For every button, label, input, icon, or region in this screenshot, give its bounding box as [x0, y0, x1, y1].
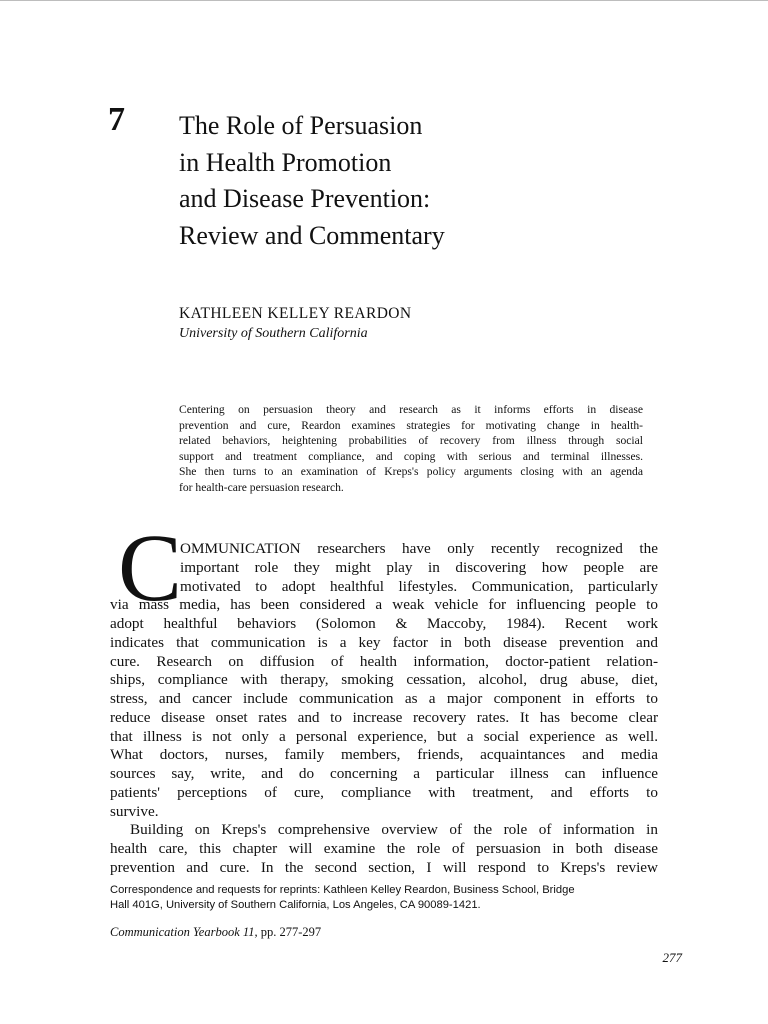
- body-line: OMMUNICATION researchers have only recently recognized the: [180, 540, 658, 557]
- body-line: Building on Kreps's comprehensive overview of the role of information in: [130, 821, 658, 839]
- journal-citation: [110, 924, 321, 940]
- chapter-title: [179, 108, 599, 254]
- chapter-title-line: and Disease Prevention:: [179, 184, 431, 213]
- correspondence-footnote: [110, 883, 658, 913]
- author-affiliation: University of Southern California: [179, 326, 368, 341]
- journal-pages: pp. 277-297: [257, 925, 322, 939]
- body-line: important role they might play in discovering how people are: [180, 558, 658, 576]
- body-line: ships, compliance with therapy, smoking cessation, alcohol, drug abuse, diet,: [110, 671, 658, 689]
- body-line: cure. Research on diffusion of health information, doctor-patient relation-: [110, 652, 658, 670]
- page-number: 277: [662, 950, 682, 965]
- body-line: indicates that communication is a key factor in both disease prevention and: [110, 633, 658, 651]
- body-line: What doctors, nurses, family members, friends, acquaintances and media: [110, 746, 658, 764]
- body-line: health care, this chapter will examine the role of persuasion in both disease: [110, 840, 658, 857]
- body-line: prevention and cure. In the second section, I will respond to Kreps's review: [110, 858, 658, 876]
- body-line: sources say, write, and do concerning a particular illness can influence: [110, 765, 658, 782]
- abstract-line: support and treatment compliance, and coping with serious and terminal illnesses.: [179, 449, 643, 463]
- abstract: [179, 402, 643, 495]
- body-text: [110, 540, 658, 878]
- chapter-number: 7: [108, 101, 125, 138]
- abstract-line: prevention and cure, Reardon examines strategies for motivating change in health-: [179, 418, 643, 432]
- chapter-title-line: Review and Commentary: [179, 220, 445, 250]
- body-line: motivated to adopt healthful lifestyles. Communication, particularly: [180, 577, 658, 595]
- chapter-title-line: The Role of Persuasion: [179, 111, 423, 140]
- author-name: KATHLEEN KELLEY REARDON: [179, 305, 412, 322]
- drop-cap: C: [118, 514, 183, 621]
- body-line: that illness is not only a personal experience, but a social experience as well.: [110, 727, 658, 745]
- top-border-line: [0, 0, 768, 1]
- abstract-line: She then turns to an examination of Kreps's policy arguments closing with an agenda: [179, 465, 643, 478]
- chapter-title-line: in Health Promotion: [179, 147, 392, 177]
- abstract-line: Centering on persuasion theory and research as it informs efforts in disease: [179, 403, 643, 416]
- abstract-line: for health-care persuasion research.: [179, 480, 344, 494]
- body-line: patients' perceptions of cure, compliance with treatment, and efforts to: [110, 783, 658, 801]
- footnote-line: Hall 401G, University of Southern California, Los Angeles, CA 90089-1421.: [110, 899, 481, 911]
- footnote-line: Correspondence and requests for reprints: Kathleen Kelley Reardon, Business School, Bridge: [110, 884, 575, 896]
- abstract-line: related behaviors, heightening probabilities of recovery from illness through social: [179, 434, 643, 447]
- author-block: [179, 304, 411, 344]
- body-line: via mass media, has been considered a weak vehicle for influencing people to: [110, 596, 658, 614]
- body-line: adopt healthful behaviors (Solomon & Maccoby, 1984). Recent work: [110, 615, 658, 632]
- body-line: survive.: [110, 802, 159, 820]
- body-line: reduce disease onset rates and to increase recovery rates. It has become clear: [110, 708, 658, 726]
- body-line: stress, and cancer include communication as a major component in efforts to: [110, 690, 658, 707]
- journal-name: Communication Yearbook 11,: [110, 925, 258, 939]
